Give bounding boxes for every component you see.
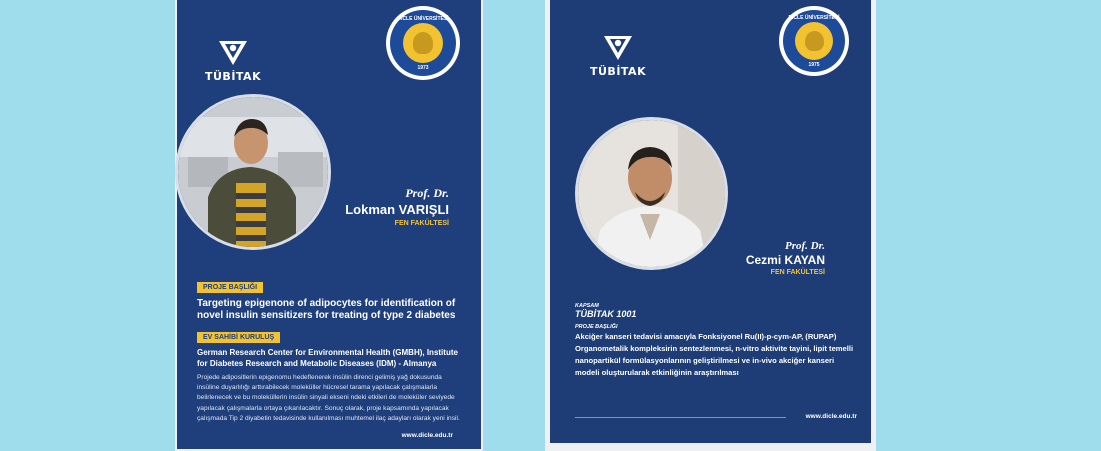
dicle-university-seal: DİCLE ÜNİVERSİTESİ 1975 (779, 6, 849, 76)
project-title-label: PROJE BAŞLIĞI (197, 282, 263, 293)
tubitak-emblem-icon (600, 33, 636, 63)
tubitak-text: TÜBİTAK (205, 70, 262, 83)
faculty-name: FEN FAKÜLTESİ (770, 269, 825, 276)
project-section (197, 276, 463, 435)
poster-lokman-varisli (175, 0, 483, 451)
website-url: www.dicle.edu.tr (401, 432, 453, 439)
poster-cezmi-kayan (545, 0, 876, 451)
academic-title: Prof. Dr. (784, 240, 825, 252)
scope-label: KAPSAM (575, 303, 599, 309)
host-institution: German Research Center for Environmental Health (GMBH), Institute for Diabetes Research and Metabolic Diseases (IDM) - Almanya (197, 348, 458, 368)
researcher-name: Lokman VARIŞLI (345, 202, 449, 217)
researcher-name: Cezmi KAYAN (745, 253, 825, 267)
researcher-info (685, 240, 825, 276)
tubitak-text: TÜBİTAK (590, 65, 647, 78)
tubitak-logo (205, 38, 261, 83)
tubitak-emblem-icon (215, 38, 251, 68)
academic-title: Prof. Dr. (405, 186, 449, 200)
website-url: www.dicle.edu.tr (805, 413, 857, 420)
scope-value: TÜBİTAK 1001 (575, 309, 637, 319)
dicle-university-seal: DİCLE ÜNİVERSİTESİ 1973 (386, 6, 460, 80)
project-title-label: PROJE BAŞLIĞI (575, 324, 618, 330)
poster-panel (550, 0, 871, 443)
host-institution-label: EV SAHİBİ KURULUŞ (197, 332, 280, 343)
researcher-info (309, 186, 449, 227)
project-title: Akciğer kanseri tedavisi amacıyla Fonksiyonel Ru(II)-p-cym-AP, (RUPAP) Organometalik kompleksirin sentezlenmesi, n-vitro aktivite tayini, lipit temelli nanopartikül formülasyonlarının geliştirilmesi ve in-vivo akciğer kanseri modeli oluşturularak etkinliğinin araştırılması (575, 332, 854, 377)
project-title: Targeting epigenone of adipocytes for identification of novel insulin sensitizers for treating of type 2 diabetes (197, 298, 456, 321)
divider (575, 417, 786, 418)
portrait-photo (175, 94, 331, 250)
project-section (575, 303, 855, 379)
tubitak-logo (590, 33, 646, 78)
project-description: Projede adipositlerin epigenomu hedeflenerek insülin direnci gelimiş yağ dokusunda insüline duyarlılığı arttırabilecek moleküller hücresel tarama yapılacak çalışmalarla belirlenecek ve bu moleküllerin insülin sinyali ekseni ndeki etkileri de moleküler seviyede yapılacak çalışmalarla ortaya çıkarılacaktır. Sonuç olarak, proje kapsamında yapılacak çalışmada Tip 2 diyabetin tedavisinde kullanılması muhtemel ilaç adayları olarak yeni insil. (197, 374, 460, 422)
faculty-name: FEN FAKÜLTESİ (394, 220, 449, 227)
